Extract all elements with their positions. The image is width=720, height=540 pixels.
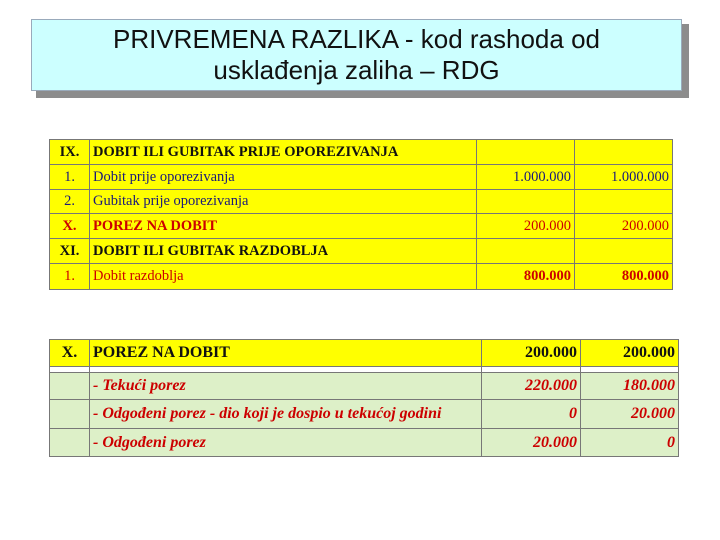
table-row [50,140,673,165]
row-number [50,373,90,400]
row-label: Dobit prije oporezivanja [90,165,477,190]
row-label: - Odgođeni porez - dio koji je dospio u tekućoj godini [90,400,482,429]
value-cell [477,190,575,214]
value-cell: 1.000.000 [477,165,575,190]
row-label: - Tekući porez [90,373,482,400]
row-number: X. [50,340,90,367]
value-cell [477,239,575,264]
row-label: DOBIT ILI GUBITAK RAZDOBLJA [90,239,477,264]
value-cell: 800.000 [477,264,575,290]
tax-breakdown-table [49,339,679,457]
value-cell: 0 [581,429,679,457]
table-row [50,264,673,290]
table-row [50,429,679,457]
table-row [50,165,673,190]
row-number: 2. [50,190,90,214]
value-cell [575,140,673,165]
value-cell: 220.000 [482,373,581,400]
row-number: XI. [50,239,90,264]
row-label: POREZ NA DOBIT [90,214,477,239]
value-cell: 200.000 [482,340,581,367]
row-number [50,429,90,457]
row-label: - Odgođeni porez [90,429,482,457]
row-label: Gubitak prije oporezivanja [90,190,477,214]
slide-title-box [31,19,682,91]
value-cell [575,190,673,214]
value-cell: 200.000 [575,214,673,239]
income-statement-table [49,139,673,290]
row-number: 1. [50,165,90,190]
row-number [50,400,90,429]
row-label: Dobit razdoblja [90,264,477,290]
value-cell [575,239,673,264]
value-cell: 20.000 [482,429,581,457]
table-header-row [50,340,679,367]
slide-title-line-1: PRIVREMENA RAZLIKA - kod rashoda od [113,24,600,54]
table-row [50,190,673,214]
value-cell: 200.000 [581,340,679,367]
value-cell: 1.000.000 [575,165,673,190]
table-row [50,239,673,264]
table-row [50,373,679,400]
value-cell: 800.000 [575,264,673,290]
value-cell [477,140,575,165]
value-cell: 200.000 [477,214,575,239]
value-cell: 20.000 [581,400,679,429]
row-number: X. [50,214,90,239]
table-row [50,400,679,429]
row-label: POREZ NA DOBIT [90,340,482,367]
slide-title-line-2: usklađenja zaliha – RDG [213,55,500,85]
value-cell: 180.000 [581,373,679,400]
row-number: IX. [50,140,90,165]
row-number: 1. [50,264,90,290]
row-label: DOBIT ILI GUBITAK PRIJE OPOREZIVANJA [90,140,477,165]
table-row [50,214,673,239]
value-cell: 0 [482,400,581,429]
